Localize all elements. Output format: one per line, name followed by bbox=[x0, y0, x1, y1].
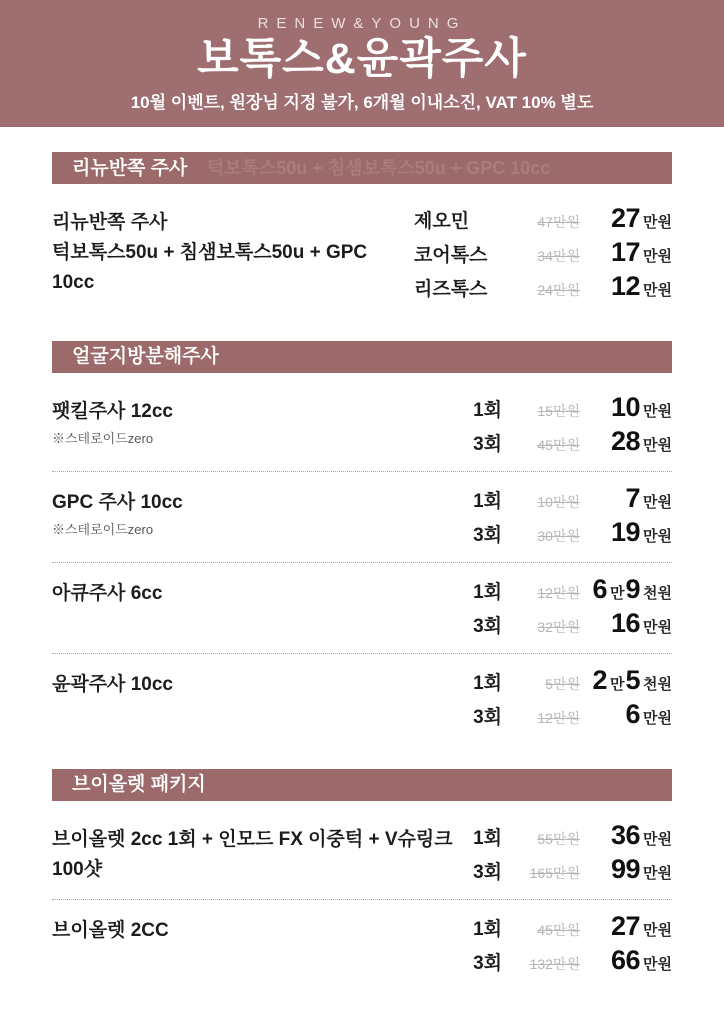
old-price: 15만원 bbox=[537, 403, 580, 419]
list-item bbox=[52, 381, 672, 471]
new-price-number: 99 bbox=[610, 854, 641, 884]
price-row bbox=[460, 426, 672, 460]
new-price bbox=[580, 483, 672, 514]
new-price-unit: 만원 bbox=[643, 922, 672, 939]
header-band bbox=[0, 0, 724, 127]
section-bar-renew-half bbox=[52, 152, 672, 184]
price-row bbox=[460, 608, 672, 642]
old-price: 45만원 bbox=[537, 437, 580, 453]
price-label: 3회 bbox=[473, 862, 502, 883]
old-price: 55만원 bbox=[537, 831, 580, 847]
old-price: 34만원 bbox=[537, 248, 580, 264]
price-row bbox=[460, 665, 672, 699]
price-label: 3회 bbox=[473, 434, 502, 455]
new-price-unit: 만원 bbox=[643, 282, 672, 299]
price-row bbox=[414, 237, 672, 271]
price-label: 1회 bbox=[473, 582, 502, 603]
price-row bbox=[460, 699, 672, 733]
price-label: 1회 bbox=[473, 673, 502, 694]
new-price bbox=[580, 237, 672, 268]
list-item bbox=[52, 809, 672, 899]
new-price-unit: 만원 bbox=[643, 494, 672, 511]
price-label: 제오민 bbox=[414, 211, 470, 232]
price-label: 1회 bbox=[473, 400, 502, 421]
new-price-number: 19 bbox=[610, 517, 641, 547]
new-price-number: 28 bbox=[610, 426, 641, 456]
price-label: 3회 bbox=[473, 707, 502, 728]
old-price: 10만원 bbox=[537, 494, 580, 510]
section-bar-ghost-text: 턱보톡스50u + 침샘보톡스50u + GPC 10cc bbox=[206, 158, 551, 178]
new-price bbox=[580, 911, 672, 942]
new-price bbox=[580, 203, 672, 234]
list-item bbox=[52, 653, 672, 744]
old-price: 12만원 bbox=[537, 585, 580, 601]
new-price bbox=[580, 945, 672, 976]
item-title: GPC 주사 10cc bbox=[52, 492, 183, 513]
list-item bbox=[52, 192, 672, 316]
new-price-unit: 만 bbox=[609, 676, 625, 693]
item-title: 리뉴반쪽 주사 bbox=[52, 212, 168, 233]
list-item bbox=[52, 562, 672, 653]
item-title: 브이올렛 2cc 1회 + 인모드 FX 이중턱 + V슈링크 100샷 bbox=[52, 829, 453, 880]
list-item bbox=[52, 471, 672, 562]
new-price-unit: 만원 bbox=[643, 248, 672, 265]
section-bar-title: 브이올렛 패키지 bbox=[72, 774, 206, 795]
old-price: 132만원 bbox=[529, 956, 580, 972]
new-price-unit: 만원 bbox=[643, 214, 672, 231]
new-price-number: 27 bbox=[610, 911, 641, 941]
new-price bbox=[580, 517, 672, 548]
new-price-unit2: 천원 bbox=[643, 585, 672, 602]
old-price: 24만원 bbox=[537, 282, 580, 298]
new-price-unit: 만원 bbox=[643, 710, 672, 727]
new-price bbox=[580, 574, 672, 605]
new-price-unit: 만원 bbox=[643, 619, 672, 636]
new-price bbox=[580, 426, 672, 457]
new-price-number: 27 bbox=[610, 203, 641, 233]
new-price bbox=[580, 665, 672, 696]
price-label: 리즈톡스 bbox=[414, 279, 488, 300]
content-area bbox=[0, 152, 724, 990]
price-row bbox=[460, 854, 672, 888]
new-price-unit: 만원 bbox=[643, 528, 672, 545]
new-price-number: 6 bbox=[625, 699, 641, 729]
page-subtitle: 10월 이벤트, 원장님 지정 불가, 6개월 이내소진, VAT 10% 별도 bbox=[130, 93, 594, 113]
new-price-unit2: 천원 bbox=[643, 676, 672, 693]
price-label: 코어톡스 bbox=[414, 245, 488, 266]
price-row bbox=[460, 392, 672, 426]
new-price bbox=[580, 608, 672, 639]
price-row bbox=[414, 271, 672, 305]
old-price: 32만원 bbox=[537, 619, 580, 635]
new-price bbox=[580, 392, 672, 423]
item-title: 아큐주사 6cc bbox=[52, 583, 163, 604]
brand-name: RENEW&YOUNG bbox=[257, 15, 467, 32]
old-price: 12만원 bbox=[537, 710, 580, 726]
new-price bbox=[580, 820, 672, 851]
new-price bbox=[580, 271, 672, 302]
new-price-unit: 만원 bbox=[643, 956, 672, 973]
price-row bbox=[460, 911, 672, 945]
new-price bbox=[580, 854, 672, 885]
section-items bbox=[52, 373, 672, 744]
old-price: 45만원 bbox=[537, 922, 580, 938]
item-title: 팻킬주사 12cc bbox=[52, 401, 173, 422]
price-row bbox=[460, 820, 672, 854]
price-label: 1회 bbox=[473, 491, 502, 512]
new-price-number: 16 bbox=[610, 608, 641, 638]
new-price-number: 12 bbox=[610, 271, 641, 301]
section-bar-face-fat bbox=[52, 341, 672, 373]
new-price-unit: 만원 bbox=[643, 403, 672, 420]
item-title: 윤곽주사 10cc bbox=[52, 674, 173, 695]
price-row bbox=[460, 574, 672, 608]
price-label: 3회 bbox=[473, 953, 502, 974]
new-price-number: 17 bbox=[610, 237, 641, 267]
price-label: 3회 bbox=[473, 616, 502, 637]
item-title-line2: 턱보톡스50u + 침샘보톡스50u + GPC 10cc bbox=[52, 242, 368, 293]
new-price-number: 10 bbox=[610, 392, 641, 422]
price-row bbox=[460, 945, 672, 979]
item-title: 브이올렛 2CC bbox=[52, 920, 169, 941]
new-price-number: 2 bbox=[592, 665, 607, 695]
price-label: 1회 bbox=[473, 919, 502, 940]
new-price-unit: 만원 bbox=[643, 831, 672, 848]
section-bar-title: 얼굴지방분해주사 bbox=[72, 346, 219, 367]
item-note: ※스테로이드zero bbox=[52, 431, 154, 446]
new-price-number: 66 bbox=[610, 945, 641, 975]
new-price-number2: 9 bbox=[625, 574, 641, 604]
new-price-number: 36 bbox=[610, 820, 641, 850]
price-row bbox=[414, 203, 672, 237]
new-price-number2: 5 bbox=[625, 665, 641, 695]
list-item bbox=[52, 899, 672, 990]
section-bar-title: 리뉴반쪽 주사 bbox=[72, 158, 188, 179]
new-price-unit: 만원 bbox=[643, 865, 672, 882]
old-price: 165만원 bbox=[529, 865, 580, 881]
page-title: 보톡스&윤곽주사 bbox=[197, 35, 527, 83]
old-price: 5만원 bbox=[545, 676, 580, 692]
new-price bbox=[580, 699, 672, 730]
new-price-unit: 만 bbox=[609, 585, 625, 602]
section-bar-violet-package bbox=[52, 769, 672, 801]
old-price: 47만원 bbox=[537, 214, 580, 230]
new-price-number: 7 bbox=[625, 483, 641, 513]
price-label: 1회 bbox=[473, 828, 502, 849]
section-items bbox=[52, 801, 672, 990]
new-price-number: 6 bbox=[592, 574, 607, 604]
price-label: 3회 bbox=[473, 525, 502, 546]
item-note: ※스테로이드zero bbox=[52, 522, 154, 537]
price-row bbox=[460, 483, 672, 517]
section-items bbox=[52, 184, 672, 316]
new-price-unit: 만원 bbox=[643, 437, 672, 454]
price-row bbox=[460, 517, 672, 551]
old-price: 30만원 bbox=[537, 528, 580, 544]
